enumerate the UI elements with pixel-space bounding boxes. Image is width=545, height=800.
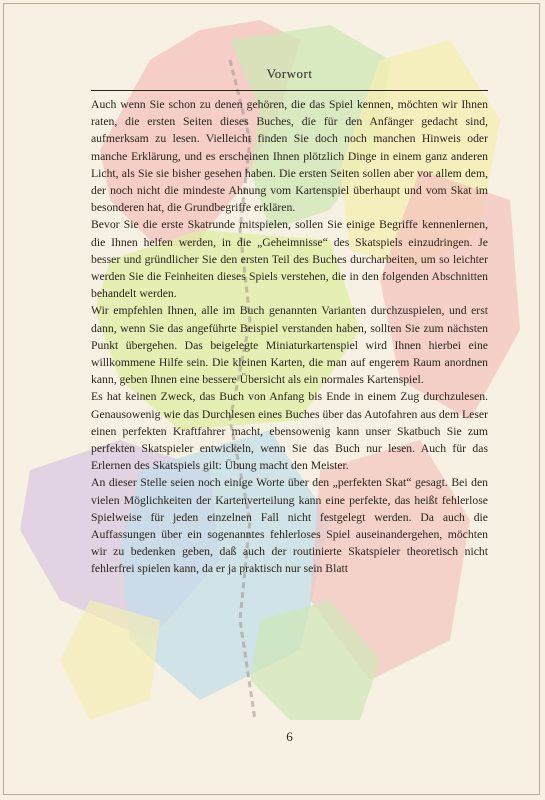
paragraph: Bevor Sie die erste Skatrunde mitspielen, sollen Sie einige Begriffe kennenlernen, die Ihnen helfen werden, in die „Geheimnisse“ des Skatspiels einzudringen. Je besser und gründlicher Sie den ersten Teil des Buches durcharbeiten, um so leichter werden Sie die Feinheiten dieses Spiels verstehen, die in den folgenden Abschnitten behandelt werden. [91, 218, 488, 301]
paragraph: Es hat keinen Zweck, das Buch von Anfang bis Ende in einem Zug durchzulesen. Genausowenig wie das Durchlesen eines Buches über das Autofahren aus dem Leser einen perfekten Kraftfahrer macht, ebensowenig kann unser Skatbuch Sie zum perfekten Skatspieler entwickeln, wenn Sie das Buch nur lesen. Auch für das Erlernen des Skatspiels gilt: Übung macht den Meister. [91, 390, 488, 473]
paragraph: Wir empfehlen Ihnen, alle im Buch genannten Varianten durchzuspielen, und erst dann, wenn Sie das angeführte Beispiel verstanden haben, sollten Sie zum nächsten Punkt übergehen. Das beigelegte Miniaturkartenspiel wird Ihnen hierbei eine willkommene Hilfe sein. Die kleinen Karten, die man auf engerem Raum anordnen kann, geben Ihnen eine bessere Übersicht als ein normales Kartenspiel. [91, 304, 488, 387]
body-text [91, 96, 488, 578]
running-header: Vorwort [266, 66, 313, 81]
paragraph: Auch wenn Sie schon zu denen gehören, die das Spiel kennen, möchten wir Ihnen raten, die ersten Seiten dieses Buches, die für den Anfänger gedacht sind, aufmerksam zu lesen. Vielleicht finden Sie doch noch manchen Hinweis oder manche Erklärung, und es erscheinen Ihnen plötzlich Dinge in einem ganz anderen Licht, als Sie sie bisher gesehen haben. Die ersten Seiten sollen aber vor allem dem, der noch nicht die mindeste Ahnung vom Kartenspiel überhaupt und vom Skat im besonderen hat, die Grundbegriffe erklären. [91, 98, 488, 215]
paragraph: An dieser Stelle seien noch einige Worte über den „perfekten Skat“ gesagt. Bei den vielen Möglichkeiten der Kartenverteilung kann eine perfekte, das heißt fehlerlose Spielweise für jeden einzelnen Fall nicht festgelegt werden. Da auch die Auffassungen über ein sogenanntes fehlerloses Spiel auseinandergehen, möchten wir zu bedenken geben, daß auch der routinierte Skatspieler theoretisch nicht fehlerfrei spielen kann, da er ja praktisch nur sein Blatt [91, 476, 488, 576]
header-rule [91, 90, 488, 91]
page-number: 6 [286, 729, 293, 744]
